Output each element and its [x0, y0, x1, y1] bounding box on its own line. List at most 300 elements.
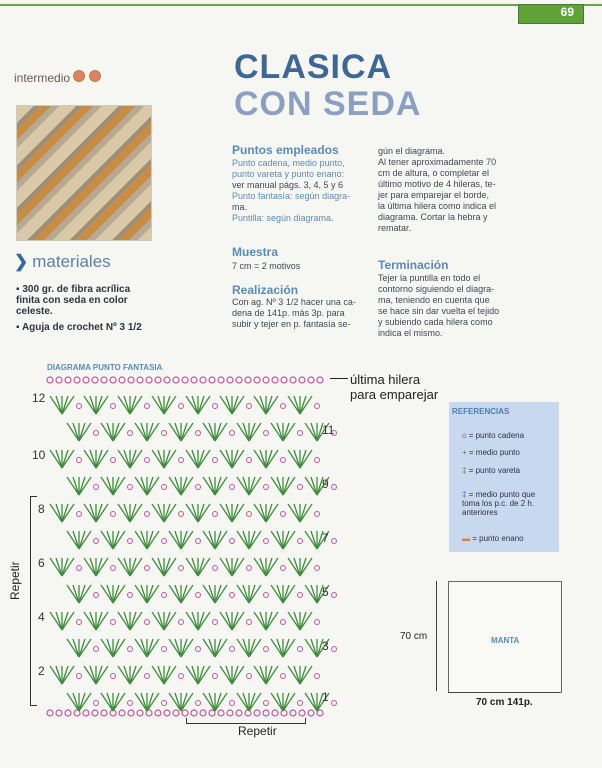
fan-stitch-symbol — [232, 666, 238, 684]
fan-stitch-symbol — [266, 666, 272, 684]
chain-stitch-symbol — [315, 512, 320, 517]
fan-stitch-symbol — [62, 396, 68, 414]
chain-stitch-symbol — [94, 431, 99, 436]
fan-stitch-symbol — [50, 666, 62, 684]
chain-stitch-symbol — [196, 485, 201, 490]
fan-stitch-symbol — [232, 504, 238, 522]
repeat-bracket — [30, 496, 37, 706]
chain-stitch-symbol — [162, 701, 167, 706]
fan-stitch-symbol — [226, 450, 232, 468]
chain-stitch-symbol — [245, 710, 251, 716]
fan-stitch-symbol — [164, 558, 176, 576]
fan-stitch-symbol — [67, 693, 79, 711]
fan-stitch-symbol — [209, 585, 215, 603]
chain-stitch-symbol — [218, 710, 224, 716]
chain-stitch-symbol — [281, 566, 286, 571]
fan-stitch-symbol — [130, 558, 142, 576]
chain-stitch-symbol — [281, 458, 286, 463]
fan-stitch-symbol — [62, 504, 74, 522]
fan-stitch-symbol — [226, 558, 232, 576]
chain-stitch-symbol — [101, 377, 107, 383]
chain-stitch-symbol — [213, 458, 218, 463]
fan-stitch-symbol — [107, 423, 113, 441]
fan-stitch-symbol — [215, 423, 227, 441]
fan-stitch-symbol — [311, 531, 317, 549]
fan-stitch-symbol — [175, 423, 181, 441]
fan-stitch-symbol — [124, 396, 130, 414]
fan-stitch-symbol — [288, 450, 300, 468]
fan-stitch-symbol — [300, 504, 312, 522]
fan-stitch-symbol — [294, 504, 300, 522]
fan-stitch-symbol — [300, 558, 306, 576]
fan-stitch-symbol — [73, 477, 79, 495]
chain-stitch-symbol — [308, 377, 314, 383]
fan-stitch-symbol — [147, 585, 153, 603]
chain-stitch-symbol — [179, 404, 184, 409]
fan-stitch-symbol — [226, 504, 232, 522]
fan-stitch-symbol — [147, 423, 159, 441]
fan-stitch-symbol — [84, 504, 96, 522]
fan-stitch-symbol — [203, 693, 215, 711]
fan-stitch-symbol — [215, 693, 227, 711]
fan-stitch-symbol — [62, 558, 68, 576]
fan-stitch-symbol — [130, 396, 142, 414]
fan-stitch-symbol — [300, 558, 312, 576]
annotation-line: para emparejar — [350, 387, 439, 402]
chain-stitch-symbol — [264, 539, 269, 544]
text-line: se hace sin dar vuelta el tejido — [378, 306, 500, 316]
fan-stitch-symbol — [158, 612, 164, 630]
chain-stitch-symbol — [281, 377, 287, 383]
chain-stitch-symbol — [128, 710, 134, 716]
chain-stitch-symbol — [263, 710, 269, 716]
fan-stitch-symbol — [141, 585, 147, 603]
fan-stitch-symbol — [101, 423, 113, 441]
chain-stitch-symbol — [227, 377, 233, 383]
fan-stitch-symbol — [243, 477, 249, 495]
chain-stitch-symbol — [196, 539, 201, 544]
fan-stitch-symbol — [254, 558, 266, 576]
fan-stitch-symbol — [277, 693, 283, 711]
fan-stitch-symbol — [181, 585, 187, 603]
fan-stitch-symbol — [181, 477, 187, 495]
text-line: jer para emparejar el borde, — [378, 190, 490, 200]
fan-stitch-symbol — [215, 477, 227, 495]
row-number: 3 — [322, 639, 329, 653]
chain-stitch-symbol — [128, 431, 133, 436]
double-crochet-icon: ‡ — [462, 466, 467, 475]
fan-stitch-symbol — [220, 666, 232, 684]
chain-stitch-symbol — [179, 566, 184, 571]
chain-stitch-symbol — [245, 377, 251, 383]
material-item — [16, 322, 156, 333]
chain-stitch-symbol — [200, 710, 206, 716]
reference-item — [462, 448, 520, 457]
fan-stitch-symbol — [311, 585, 317, 603]
fan-stitch-symbol — [215, 693, 221, 711]
fan-stitch-symbol — [147, 639, 153, 657]
page-title: CLASICA — [234, 48, 393, 86]
chain-stitch-icon: o — [462, 431, 467, 440]
fan-stitch-symbol — [232, 396, 244, 414]
text-line: la última hilera como indica el — [378, 201, 497, 211]
material-item-text: 300 gr. de fibra acrílica finita con seda en color celeste. — [16, 284, 131, 317]
fan-stitch-symbol — [96, 558, 108, 576]
fan-stitch-symbol — [113, 423, 119, 441]
fan-stitch-symbol — [135, 639, 147, 657]
fan-stitch-symbol — [192, 558, 198, 576]
fan-stitch-symbol — [203, 639, 215, 657]
chain-stitch-symbol — [227, 710, 233, 716]
fan-stitch-symbol — [50, 450, 62, 468]
fan-stitch-symbol — [198, 450, 210, 468]
fan-stitch-symbol — [90, 666, 96, 684]
fan-stitch-symbol — [266, 558, 272, 576]
fan-stitch-symbol — [249, 423, 261, 441]
chain-stitch-symbol — [164, 710, 170, 716]
fan-stitch-symbol — [198, 666, 204, 684]
fan-stitch-symbol — [135, 531, 147, 549]
fan-stitch-symbol — [181, 693, 193, 711]
chain-stitch-symbol — [209, 377, 215, 383]
fan-stitch-symbol — [288, 504, 300, 522]
chain-stitch-symbol — [145, 512, 150, 517]
fan-stitch-symbol — [220, 396, 232, 414]
chain-stitch-symbol — [196, 431, 201, 436]
fan-stitch-symbol — [130, 450, 142, 468]
text-line: ma, teniendo en cuenta que — [378, 295, 490, 305]
fan-stitch-symbol — [50, 612, 62, 630]
chain-stitch-symbol — [298, 485, 303, 490]
chain-stitch-symbol — [213, 512, 218, 517]
fan-stitch-symbol — [266, 450, 272, 468]
fan-stitch-symbol — [271, 693, 283, 711]
long-single-crochet-icon: ‡ — [462, 490, 467, 499]
schematic-label: MANTA — [491, 636, 520, 645]
text-line: ma. — [232, 202, 248, 212]
fan-stitch-symbol — [198, 612, 210, 630]
fan-stitch-symbol — [113, 693, 125, 711]
fan-stitch-symbol — [283, 531, 295, 549]
fan-stitch-symbol — [113, 639, 125, 657]
fan-stitch-symbol — [271, 585, 283, 603]
chain-stitch-symbol — [179, 674, 184, 679]
chain-stitch-symbol — [111, 458, 116, 463]
fan-stitch-symbol — [164, 666, 176, 684]
fan-stitch-symbol — [254, 450, 266, 468]
fan-stitch-symbol — [118, 450, 130, 468]
chain-stitch-symbol — [332, 539, 337, 544]
row-number: 1 — [322, 690, 329, 704]
fan-stitch-symbol — [237, 531, 249, 549]
fan-stitch-symbol — [101, 639, 113, 657]
chain-stitch-symbol — [213, 404, 218, 409]
fan-stitch-symbol — [56, 612, 62, 630]
annotation-arrow — [330, 378, 348, 379]
chain-stitch-symbol — [247, 566, 252, 571]
fan-stitch-symbol — [243, 693, 249, 711]
fan-stitch-symbol — [305, 477, 317, 495]
diagram-label: DIAGRAMA PUNTO FANTASIA — [47, 363, 163, 372]
fan-stitch-symbol — [237, 693, 249, 711]
fan-stitch-symbol — [254, 666, 266, 684]
fan-stitch-symbol — [249, 531, 261, 549]
fan-stitch-symbol — [294, 450, 300, 468]
chain-stitch-symbol — [298, 647, 303, 652]
fan-stitch-symbol — [130, 612, 142, 630]
fan-stitch-symbol — [300, 666, 312, 684]
chain-stitch-symbol — [128, 485, 133, 490]
fan-stitch-symbol — [198, 558, 210, 576]
fan-stitch-symbol — [271, 531, 283, 549]
references-title: REFERENCIAS — [452, 407, 510, 416]
chain-stitch-symbol — [119, 377, 125, 383]
chain-stitch-symbol — [332, 701, 337, 706]
repeat-vertical-label: Repetir — [8, 561, 22, 600]
text-line: cm de altura, o completar el — [378, 168, 490, 178]
chain-stitch-symbol — [145, 458, 150, 463]
chain-stitch-symbol — [299, 710, 305, 716]
schematic-width: 70 cm 141p. — [476, 697, 533, 708]
fan-stitch-symbol — [164, 396, 176, 414]
fan-stitch-symbol — [305, 693, 317, 711]
fan-stitch-symbol — [186, 396, 198, 414]
fan-stitch-symbol — [220, 450, 232, 468]
chain-stitch-symbol — [264, 647, 269, 652]
fan-stitch-symbol — [164, 558, 170, 576]
text-line: Al tener aproximadamente 70 — [378, 157, 497, 167]
fan-stitch-symbol — [113, 585, 119, 603]
fan-stitch-symbol — [249, 693, 255, 711]
fan-stitch-symbol — [113, 639, 119, 657]
fan-stitch-symbol — [300, 450, 306, 468]
fan-stitch-symbol — [73, 423, 79, 441]
fan-stitch-symbol — [305, 423, 317, 441]
fan-stitch-symbol — [198, 396, 204, 414]
dimension-line — [448, 692, 560, 693]
fan-stitch-symbol — [266, 612, 272, 630]
fan-stitch-symbol — [232, 450, 238, 468]
fan-stitch-symbol — [311, 423, 317, 441]
fan-stitch-symbol — [226, 612, 232, 630]
level-dot-icon — [89, 70, 101, 82]
fan-stitch-symbol — [79, 531, 85, 549]
chain-stitch-symbol — [77, 512, 82, 517]
fan-stitch-symbol — [215, 531, 227, 549]
chain-stitch-symbol — [155, 710, 161, 716]
fan-stitch-symbol — [84, 558, 96, 576]
chain-stitch-symbol — [332, 593, 337, 598]
fan-stitch-symbol — [203, 585, 215, 603]
fan-stitch-symbol — [271, 639, 283, 657]
fan-stitch-symbol — [288, 612, 300, 630]
fan-stitch-symbol — [130, 612, 136, 630]
chevron-right-icon: ❯ — [14, 252, 29, 271]
fan-stitch-symbol — [300, 450, 312, 468]
fan-stitch-symbol — [50, 558, 62, 576]
fan-stitch-symbol — [101, 585, 113, 603]
fan-stitch-symbol — [67, 423, 79, 441]
fan-stitch-symbol — [243, 423, 249, 441]
fan-stitch-symbol — [266, 450, 278, 468]
fan-stitch-symbol — [84, 612, 96, 630]
fan-stitch-symbol — [283, 477, 289, 495]
chain-stitch-symbol — [77, 404, 82, 409]
fan-stitch-symbol — [152, 612, 164, 630]
chain-stitch-symbol — [182, 710, 188, 716]
chain-stitch-symbol — [281, 512, 286, 517]
chain-stitch-symbol — [77, 458, 82, 463]
fan-stitch-symbol — [243, 531, 249, 549]
fan-stitch-symbol — [215, 639, 227, 657]
chain-stitch-symbol — [196, 593, 201, 598]
fan-stitch-symbol — [147, 639, 159, 657]
chain-stitch-symbol — [247, 512, 252, 517]
fan-stitch-symbol — [67, 639, 79, 657]
fan-stitch-symbol — [266, 558, 278, 576]
fan-stitch-symbol — [113, 531, 119, 549]
chain-stitch-symbol — [145, 620, 150, 625]
fan-stitch-symbol — [266, 504, 272, 522]
repeat-bracket — [186, 718, 306, 724]
fan-stitch-symbol — [135, 477, 147, 495]
fan-stitch-symbol — [56, 504, 62, 522]
fan-stitch-symbol — [79, 477, 85, 495]
fan-stitch-symbol — [260, 612, 266, 630]
fan-stitch-symbol — [283, 693, 295, 711]
row-number: 10 — [32, 448, 46, 462]
fan-stitch-symbol — [192, 396, 198, 414]
fan-stitch-symbol — [203, 423, 215, 441]
fan-stitch-symbol — [62, 558, 74, 576]
fan-stitch-symbol — [79, 585, 85, 603]
fan-stitch-symbol — [249, 531, 255, 549]
fan-stitch-symbol — [79, 693, 85, 711]
section-heading: Puntos empleados — [232, 143, 339, 157]
fan-stitch-symbol — [311, 693, 317, 711]
fan-stitch-symbol — [288, 666, 300, 684]
fan-stitch-symbol — [209, 639, 215, 657]
chain-stitch-symbol — [191, 377, 197, 383]
fan-stitch-symbol — [79, 585, 91, 603]
chain-stitch-symbol — [145, 674, 150, 679]
fan-stitch-symbol — [90, 612, 96, 630]
fan-stitch-symbol — [79, 693, 91, 711]
fan-stitch-symbol — [101, 693, 113, 711]
chain-stitch-symbol — [101, 710, 107, 716]
chain-stitch-symbol — [94, 485, 99, 490]
chain-stitch-symbol — [236, 377, 242, 383]
fan-stitch-symbol — [198, 450, 204, 468]
fan-stitch-symbol — [90, 558, 96, 576]
fan-stitch-symbol — [79, 477, 91, 495]
fan-stitch-symbol — [277, 423, 283, 441]
chain-stitch-symbol — [230, 593, 235, 598]
fan-stitch-symbol — [135, 693, 147, 711]
chain-stitch-symbol — [119, 710, 125, 716]
fan-stitch-symbol — [96, 558, 102, 576]
chain-stitch-symbol — [179, 512, 184, 517]
bullet-icon: ▪ — [16, 322, 22, 333]
reference-text: = punto enano — [472, 534, 524, 543]
chain-stitch-symbol — [164, 377, 170, 383]
fan-stitch-symbol — [220, 558, 232, 576]
chain-stitch-symbol — [200, 377, 206, 383]
chain-stitch-symbol — [317, 710, 323, 716]
text-line: dena de 141p. más 3p. para — [232, 308, 345, 318]
fan-stitch-symbol — [175, 477, 181, 495]
chain-stitch-symbol — [264, 431, 269, 436]
fan-stitch-symbol — [118, 396, 130, 414]
fan-stitch-symbol — [107, 531, 113, 549]
fan-stitch-symbol — [294, 396, 300, 414]
fan-stitch-symbol — [198, 504, 210, 522]
fan-stitch-symbol — [79, 531, 91, 549]
crochet-diagram — [40, 370, 340, 720]
chain-stitch-symbol — [173, 710, 179, 716]
fan-stitch-symbol — [73, 585, 79, 603]
fan-stitch-symbol — [169, 639, 181, 657]
fan-stitch-symbol — [141, 531, 147, 549]
last-row-annotation — [350, 372, 438, 402]
fan-stitch-symbol — [147, 531, 153, 549]
chain-stitch-symbol — [111, 674, 116, 679]
chain-stitch-symbol — [128, 647, 133, 652]
schematic-height: 70 cm — [400, 631, 428, 642]
fan-stitch-symbol — [237, 423, 249, 441]
fan-stitch-symbol — [67, 531, 79, 549]
fan-stitch-symbol — [62, 666, 74, 684]
section-heading: Realización — [232, 283, 299, 297]
fan-stitch-symbol — [186, 450, 198, 468]
fan-stitch-symbol — [215, 639, 221, 657]
reference-text: = punto cadena — [468, 431, 525, 440]
fan-stitch-symbol — [62, 666, 68, 684]
fan-stitch-symbol — [130, 558, 136, 576]
reference-item — [462, 466, 520, 475]
fan-stitch-symbol — [90, 396, 96, 414]
chain-stitch-symbol — [83, 710, 89, 716]
fan-stitch-symbol — [96, 666, 102, 684]
fan-stitch-symbol — [277, 639, 283, 657]
realizacion-text — [232, 297, 372, 330]
fan-stitch-symbol — [266, 396, 272, 414]
row-number: 2 — [38, 664, 45, 678]
fan-stitch-symbol — [50, 396, 62, 414]
fan-stitch-symbol — [198, 666, 210, 684]
fan-stitch-symbol — [237, 585, 249, 603]
fan-stitch-symbol — [232, 450, 244, 468]
fan-stitch-symbol — [277, 531, 283, 549]
fan-stitch-symbol — [164, 396, 170, 414]
terminacion-text — [378, 273, 518, 339]
chain-stitch-symbol — [315, 404, 320, 409]
row-number: 6 — [38, 556, 45, 570]
chain-stitch-symbol — [264, 701, 269, 706]
fan-stitch-symbol — [147, 477, 153, 495]
fan-stitch-symbol — [118, 558, 130, 576]
fan-stitch-symbol — [215, 531, 221, 549]
chain-stitch-symbol — [182, 377, 188, 383]
fan-stitch-symbol — [288, 396, 300, 414]
fan-stitch-symbol — [300, 396, 306, 414]
fan-stitch-symbol — [186, 666, 198, 684]
row-number: 9 — [322, 477, 329, 491]
stitch-photo — [16, 105, 152, 241]
muestra-text: 7 cm = 2 motivos — [232, 261, 301, 271]
fan-stitch-symbol — [260, 396, 266, 414]
fan-stitch-symbol — [141, 423, 147, 441]
